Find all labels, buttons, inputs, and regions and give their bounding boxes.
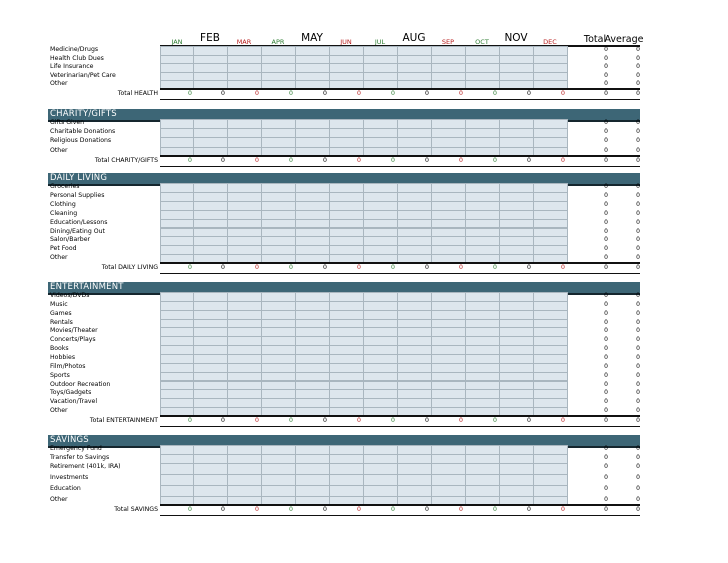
row-total-value: 0: [604, 300, 608, 308]
section-title-entertainment: ENTERTAINMENT: [50, 282, 124, 292]
row-average-value: 0: [636, 327, 640, 335]
month-header-may: MAY: [301, 32, 323, 44]
month-total-value: 0: [527, 416, 531, 424]
row-total-value: 0: [604, 191, 608, 199]
row-average-value: 0: [636, 71, 640, 79]
row-average-value: 0: [636, 485, 640, 492]
row-total-value: 0: [604, 245, 608, 253]
month-header-dec: DEC: [543, 38, 557, 46]
month-total-value: 0: [459, 264, 463, 272]
row-average-value: 0: [636, 345, 640, 353]
row-average-value: 0: [636, 54, 640, 62]
month-total-value: 0: [561, 156, 565, 164]
month-total-value: 0: [289, 416, 293, 424]
row-label: Retirement (401k, IRA): [50, 462, 121, 470]
month-header-jul: JUL: [374, 38, 386, 46]
month-total-value: 0: [425, 416, 429, 424]
section-total-label: Total ENTERTAINMENT: [89, 416, 158, 424]
row-total-value: 0: [604, 371, 608, 379]
row-total-value: 0: [604, 336, 608, 344]
month-total-value: 0: [221, 264, 225, 272]
row-total-value: 0: [604, 137, 608, 145]
row-total-value: 0: [604, 254, 608, 262]
row-average-value: 0: [636, 46, 640, 53]
row-total-value: 0: [604, 209, 608, 217]
row-total-value: 0: [604, 236, 608, 244]
row-label: Education: [50, 485, 81, 492]
row-label: Sports: [50, 371, 70, 379]
row-average-value: 0: [636, 128, 640, 136]
row-total-value: 0: [604, 63, 608, 71]
row-label: Other: [50, 146, 68, 154]
month-total-value: 0: [425, 264, 429, 272]
row-average-value: 0: [636, 496, 640, 504]
month-total-value: 0: [188, 156, 192, 164]
row-label: Transfer to Savings: [50, 453, 110, 461]
row-total-value: 0: [604, 485, 608, 492]
section-total-label: Total DAILY LIVING: [101, 264, 158, 272]
row-label: Emergency Fund: [50, 445, 102, 452]
row-average-value: 0: [636, 245, 640, 253]
row-total-value: 0: [604, 453, 608, 461]
row-average-value: 0: [636, 336, 640, 344]
row-average-value: 0: [636, 227, 640, 235]
section-bottom-rule: [160, 515, 640, 516]
month-total-value: 0: [289, 156, 293, 164]
row-average-value: 0: [636, 146, 640, 154]
row-label: Education/Lessons: [50, 218, 108, 226]
section-grand-total: 0: [604, 156, 608, 164]
row-label: Investments: [50, 473, 89, 481]
row-label: Groceries: [50, 183, 80, 190]
month-total-value: 0: [425, 156, 429, 164]
row-average-value: 0: [636, 380, 640, 388]
month-total-value: 0: [391, 416, 395, 424]
row-label: Outdoor Recreation: [50, 380, 111, 388]
row-average-value: 0: [636, 309, 640, 317]
row-label: Veterinarian/Pet Care: [50, 71, 116, 79]
row-total-value: 0: [604, 46, 608, 53]
section-title-savings: SAVINGS: [50, 435, 89, 445]
row-average-value: 0: [636, 407, 640, 415]
row-total-value: 0: [604, 362, 608, 370]
section-grand-total: 0: [604, 90, 608, 97]
section-bottom-rule: [160, 166, 640, 167]
row-total-value: 0: [604, 54, 608, 62]
month-total-value: 0: [323, 90, 327, 97]
month-total-value: 0: [391, 156, 395, 164]
month-total-value: 0: [391, 506, 395, 514]
month-total-value: 0: [188, 506, 192, 514]
row-label: Books: [50, 345, 69, 353]
row-average-value: 0: [636, 137, 640, 145]
month-total-value: 0: [289, 264, 293, 272]
row-label: Other: [50, 496, 68, 504]
month-total-value: 0: [188, 416, 192, 424]
row-total-value: 0: [604, 146, 608, 154]
month-total-value: 0: [221, 156, 225, 164]
row-label: Other: [50, 254, 68, 262]
month-total-value: 0: [255, 90, 259, 97]
month-total-value: 0: [221, 506, 225, 514]
month-total-value: 0: [493, 264, 497, 272]
month-total-value: 0: [391, 90, 395, 97]
row-label: Hobbies: [50, 353, 76, 361]
month-header-oct: OCT: [475, 38, 489, 46]
row-total-value: 0: [604, 227, 608, 235]
month-total-value: 0: [289, 506, 293, 514]
month-total-value: 0: [493, 506, 497, 514]
section-title-daily-living: DAILY LIVING: [50, 173, 108, 183]
row-total-value: 0: [604, 345, 608, 353]
section-total-label: Total HEALTH: [117, 90, 158, 97]
month-header-nov: NOV: [504, 32, 528, 44]
month-total-value: 0: [425, 506, 429, 514]
row-label: Film/Photos: [50, 362, 86, 370]
row-label: Pet Food: [50, 245, 77, 253]
row-average-value: 0: [636, 473, 640, 481]
row-label: Rentals: [50, 318, 73, 326]
month-total-value: 0: [255, 156, 259, 164]
row-average-value: 0: [636, 462, 640, 470]
row-label: Other: [50, 80, 68, 88]
row-total-value: 0: [604, 318, 608, 326]
row-label: Medicine/Drugs: [50, 46, 99, 53]
month-total-value: 0: [323, 506, 327, 514]
row-label: Other: [50, 407, 68, 415]
average-header: Average: [604, 34, 644, 45]
row-average-value: 0: [636, 191, 640, 199]
row-label: Clothing: [50, 200, 76, 208]
row-label: Games: [50, 309, 72, 317]
month-total-value: 0: [527, 506, 531, 514]
row-average-value: 0: [636, 236, 640, 244]
row-total-value: 0: [604, 496, 608, 504]
row-total-value: 0: [604, 389, 608, 397]
section-grand-average: 0: [636, 90, 640, 97]
row-label: Movies/Theater: [50, 327, 98, 335]
row-label: Music: [50, 300, 68, 308]
row-label: Religious Donations: [50, 137, 112, 145]
row-average-value: 0: [636, 453, 640, 461]
row-average-value: 0: [636, 119, 640, 126]
month-total-value: 0: [323, 416, 327, 424]
section-grand-total: 0: [604, 506, 608, 514]
month-total-value: 0: [255, 506, 259, 514]
month-total-value: 0: [527, 264, 531, 272]
month-total-value: 0: [561, 264, 565, 272]
section-grand-average: 0: [636, 506, 640, 514]
row-label: Gifts Given: [50, 119, 85, 126]
row-label: Health Club Dues: [50, 54, 104, 62]
month-total-value: 0: [561, 506, 565, 514]
section-grand-average: 0: [636, 264, 640, 272]
month-total-value: 0: [357, 90, 361, 97]
row-average-value: 0: [636, 362, 640, 370]
row-total-value: 0: [604, 398, 608, 406]
row-total-value: 0: [604, 327, 608, 335]
month-header-aug: AUG: [402, 32, 426, 44]
month-total-value: 0: [425, 90, 429, 97]
month-total-value: 0: [459, 416, 463, 424]
row-total-value: 0: [604, 353, 608, 361]
section-bottom-rule: [160, 426, 640, 427]
row-label: Concerts/Plays: [50, 336, 96, 344]
row-average-value: 0: [636, 218, 640, 226]
row-average-value: 0: [636, 389, 640, 397]
row-total-value: 0: [604, 218, 608, 226]
row-total-value: 0: [604, 200, 608, 208]
month-total-value: 0: [357, 416, 361, 424]
section-total-label: Total SAVINGS: [114, 506, 158, 514]
total-header: Total: [583, 34, 607, 45]
row-average-value: 0: [636, 445, 640, 452]
row-label: Videos/DVDs: [50, 292, 90, 299]
month-total-value: 0: [493, 90, 497, 97]
row-label: Charitable Donations: [50, 128, 116, 136]
row-average-value: 0: [636, 292, 640, 299]
month-total-value: 0: [188, 90, 192, 97]
month-header-jan: JAN: [171, 38, 183, 46]
month-total-value: 0: [289, 90, 293, 97]
row-label: Cleaning: [50, 209, 78, 217]
month-total-value: 0: [561, 416, 565, 424]
row-average-value: 0: [636, 63, 640, 71]
month-total-value: 0: [459, 90, 463, 97]
row-label: Personal Supplies: [50, 191, 105, 199]
month-total-value: 0: [323, 264, 327, 272]
month-total-value: 0: [459, 506, 463, 514]
month-total-value: 0: [357, 264, 361, 272]
row-label: Salon/Barber: [50, 236, 91, 244]
month-header-jun: JUN: [340, 38, 352, 46]
row-label: Toys/Gadgets: [50, 389, 92, 397]
month-total-value: 0: [188, 264, 192, 272]
row-total-value: 0: [604, 309, 608, 317]
month-total-value: 0: [357, 506, 361, 514]
month-total-value: 0: [493, 416, 497, 424]
month-total-value: 0: [527, 90, 531, 97]
row-label: Dining/Eating Out: [50, 227, 105, 235]
section-bottom-rule: [160, 99, 640, 100]
month-total-value: 0: [221, 416, 225, 424]
row-total-value: 0: [604, 407, 608, 415]
month-total-value: 0: [357, 156, 361, 164]
row-average-value: 0: [636, 80, 640, 88]
row-total-value: 0: [604, 183, 608, 190]
row-label: Life Insurance: [50, 63, 94, 71]
row-average-value: 0: [636, 300, 640, 308]
row-total-value: 0: [604, 445, 608, 452]
section-title-charity-gifts: CHARITY/GIFTS: [50, 109, 117, 119]
month-total-value: 0: [323, 156, 327, 164]
row-average-value: 0: [636, 200, 640, 208]
row-average-value: 0: [636, 398, 640, 406]
month-total-value: 0: [493, 156, 497, 164]
row-total-value: 0: [604, 80, 608, 88]
row-total-value: 0: [604, 71, 608, 79]
month-header-sep: SEP: [441, 38, 455, 46]
row-total-value: 0: [604, 462, 608, 470]
row-total-value: 0: [604, 473, 608, 481]
section-grand-total: 0: [604, 264, 608, 272]
row-total-value: 0: [604, 380, 608, 388]
row-average-value: 0: [636, 353, 640, 361]
section-grand-average: 0: [636, 156, 640, 164]
month-total-value: 0: [255, 264, 259, 272]
section-bottom-rule: [160, 273, 640, 274]
month-header-mar: MAR: [236, 38, 252, 46]
month-total-value: 0: [527, 156, 531, 164]
month-header-feb: FEB: [200, 32, 220, 44]
month-total-value: 0: [459, 156, 463, 164]
month-header-apr: APR: [271, 38, 285, 46]
row-total-value: 0: [604, 292, 608, 299]
row-total-value: 0: [604, 119, 608, 126]
month-total-value: 0: [561, 90, 565, 97]
month-total-value: 0: [221, 90, 225, 97]
row-total-value: 0: [604, 128, 608, 136]
row-label: Vacation/Travel: [50, 398, 98, 406]
section-grand-total: 0: [604, 416, 608, 424]
section-grand-average: 0: [636, 416, 640, 424]
row-average-value: 0: [636, 318, 640, 326]
row-average-value: 0: [636, 183, 640, 190]
row-average-value: 0: [636, 371, 640, 379]
month-total-value: 0: [255, 416, 259, 424]
section-total-label: Total CHARITY/GIFTS: [94, 156, 158, 164]
row-average-value: 0: [636, 254, 640, 262]
row-average-value: 0: [636, 209, 640, 217]
month-total-value: 0: [391, 264, 395, 272]
